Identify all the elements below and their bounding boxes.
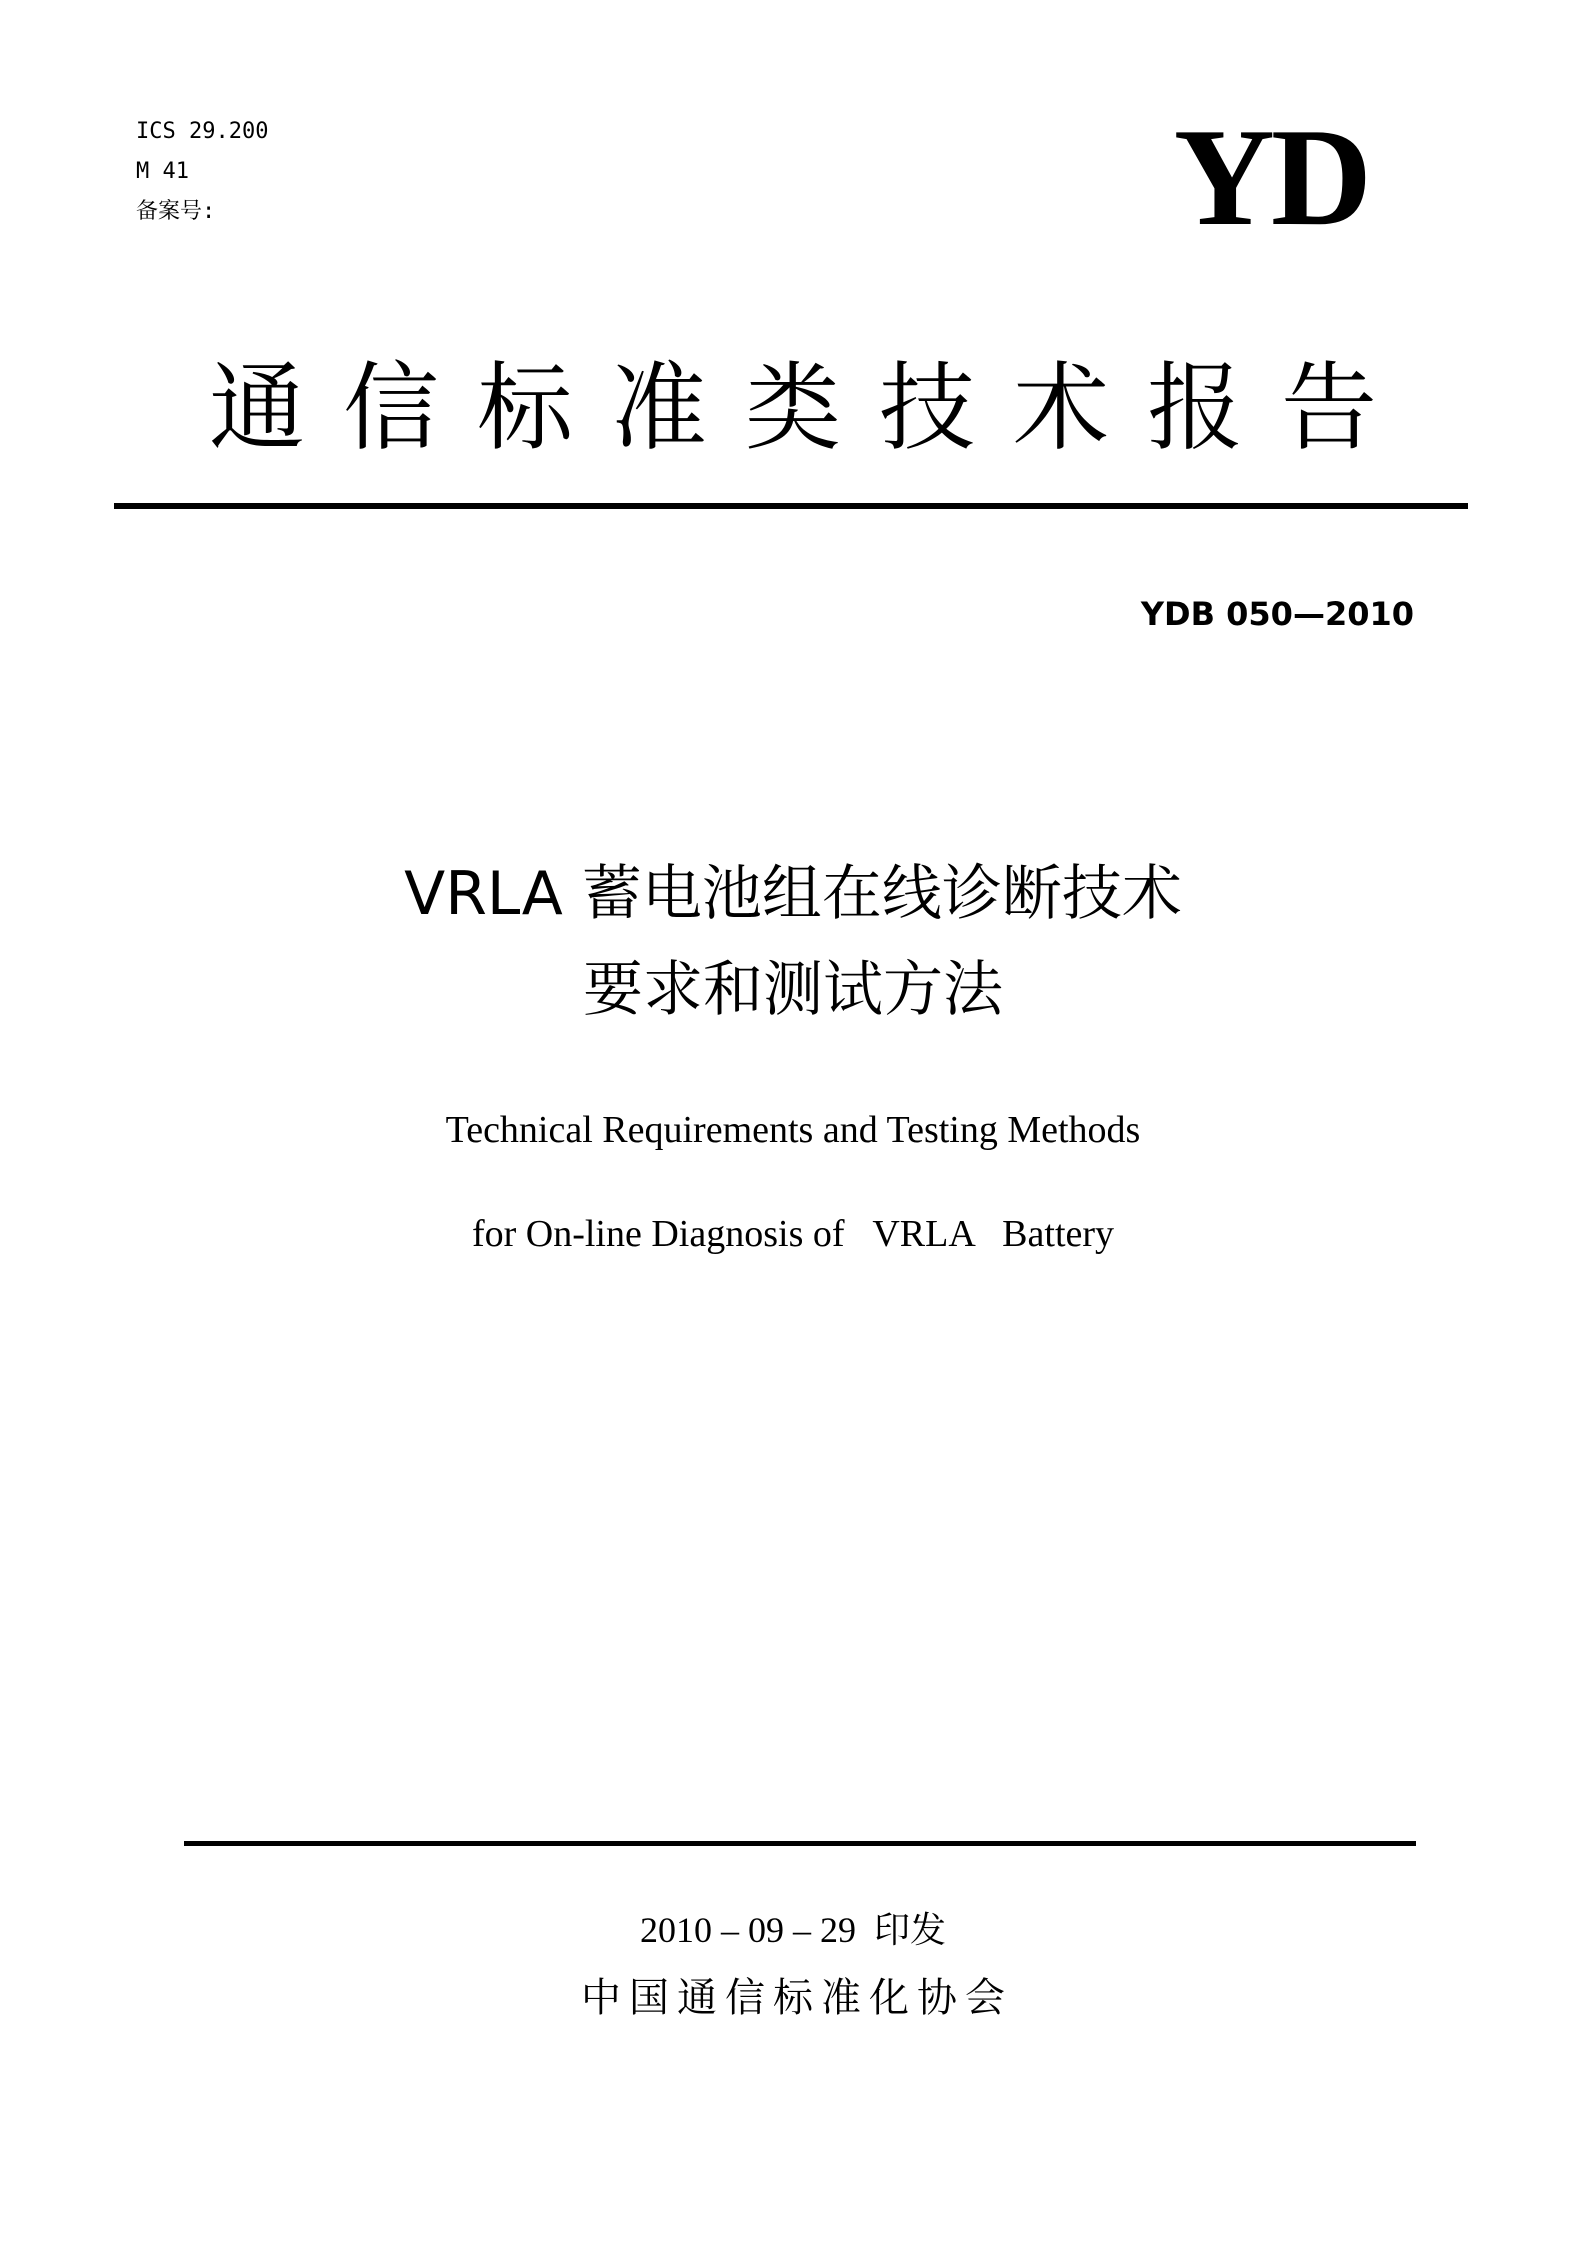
standard-number: YDB 050—2010 (1140, 595, 1414, 633)
ics-code: ICS 29.200 (136, 119, 269, 144)
top-divider (114, 503, 1468, 509)
category-code: M 41 (136, 159, 189, 184)
english-title-line-1: Technical Requirements and Testing Methods (445, 1109, 1141, 1151)
bottom-divider (184, 1841, 1416, 1846)
chinese-title-line-2: 要求和测试方法 (583, 955, 1003, 1025)
chinese-title (0, 846, 1586, 1038)
issuing-organization: 中国通信标准化协会 (581, 1975, 1013, 2021)
english-title-line-2: for On-line Diagnosis of VRLA Battery (471, 1213, 1115, 1255)
yd-logo: YD (1173, 100, 1368, 255)
english-title (0, 1078, 1586, 1286)
issue-date: 2010 – 09 – 29 印发 (639, 1910, 946, 1950)
record-number-label: 备案号: (136, 199, 216, 224)
report-type-heading: 通信标准类技术报告 (209, 352, 1415, 464)
chinese-title-line-1: VRLA 蓄电池组在线诊断技术 (404, 859, 1182, 929)
classification-block (136, 112, 268, 232)
